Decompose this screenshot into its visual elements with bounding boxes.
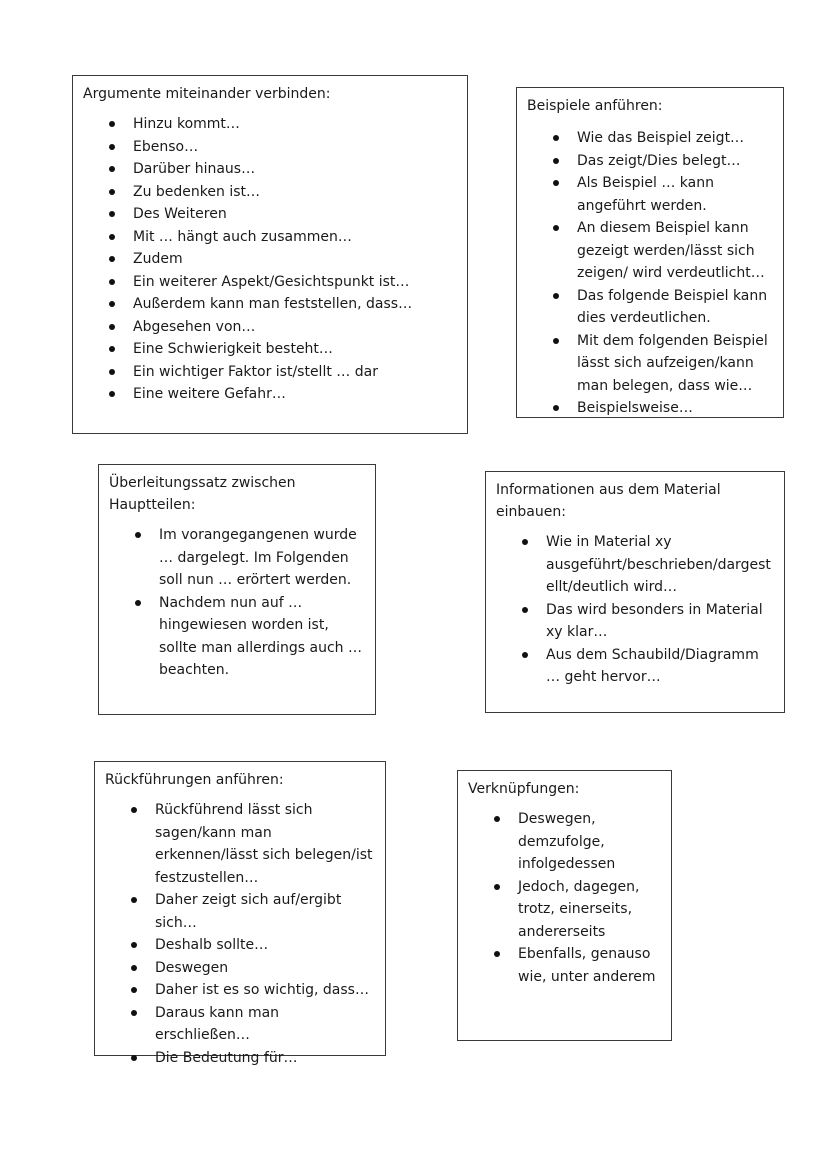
- phrase-list: [496, 531, 774, 689]
- list-item: Deswegen, demzufolge, infolgedessen: [492, 808, 661, 876]
- list-item: Deswegen: [129, 957, 375, 980]
- list-item: Eine weitere Gefahr…: [107, 383, 457, 406]
- box-verknuepfungen: [457, 770, 672, 1041]
- list-item: Als Beispiel … kann angeführt werden.: [551, 172, 773, 217]
- box-beispiele-anfuehren: [516, 87, 784, 418]
- box-title: Verknüpfungen:: [468, 781, 580, 797]
- list-item: Aus dem Schaubild/Diagramm … geht hervor…: [520, 644, 774, 689]
- list-item: Außerdem kann man feststellen, dass…: [107, 293, 457, 316]
- list-item: Daher zeigt sich auf/ergibt sich…: [129, 889, 375, 934]
- list-item: Daher ist es so wichtig, dass…: [129, 979, 375, 1002]
- box-rueckfuehrungen: [94, 761, 386, 1066]
- list-item: Mit … hängt auch zusammen…: [107, 226, 457, 249]
- phrase-list: [83, 113, 457, 406]
- box-title: Informationen aus dem Material einbauen:: [496, 482, 721, 520]
- list-item: Eine Schwierigkeit besteht…: [107, 338, 457, 361]
- list-item: Abgesehen von…: [107, 316, 457, 339]
- list-item: Nachdem nun auf … hingewiesen worden ist, sollte man allerdings auch … beachten.: [133, 592, 365, 682]
- list-item: Mit dem folgenden Beispiel lässt sich aufzeigen/kann man belegen, dass wie…: [551, 330, 773, 398]
- box-title: Argumente miteinander verbinden:: [83, 86, 331, 102]
- list-item: An diesem Beispiel kann gezeigt werden/lässt sich zeigen/ wird verdeutlicht…: [551, 217, 773, 285]
- box-title: Überleitungssatz zwischen Hauptteilen:: [109, 475, 296, 513]
- list-item: Ebenso…: [107, 136, 457, 159]
- list-item: Das wird besonders in Material xy klar…: [520, 599, 774, 644]
- box-argumente-verbinden: [72, 75, 468, 434]
- list-item: Daraus kann man erschließen…: [129, 1002, 375, 1047]
- phrase-list: [527, 127, 773, 420]
- list-item: Jedoch, dagegen, trotz, einerseits, andererseits: [492, 876, 661, 944]
- list-item: Darüber hinaus…: [107, 158, 457, 181]
- list-item: Zudem: [107, 248, 457, 271]
- list-item: Das folgende Beispiel kann dies verdeutlichen.: [551, 285, 773, 330]
- phrase-list: [109, 524, 365, 682]
- list-item: Hinzu kommt…: [107, 113, 457, 136]
- list-item: Zu bedenken ist…: [107, 181, 457, 204]
- list-item: Beispielsweise…: [551, 397, 773, 420]
- box-title: Rückführungen anführen:: [105, 772, 284, 788]
- box-title: Beispiele anführen:: [527, 98, 663, 114]
- list-item: Das zeigt/Dies belegt…: [551, 150, 773, 173]
- phrase-list: [105, 799, 375, 1069]
- list-item: Wie das Beispiel zeigt…: [551, 127, 773, 150]
- list-item: Die Bedeutung für…: [129, 1047, 375, 1070]
- list-item: Wie in Material xy ausgeführt/beschrieben/dargest ellt/deutlich wird…: [520, 531, 774, 599]
- list-item: Ein weiterer Aspekt/Gesichtspunkt ist…: [107, 271, 457, 294]
- list-item: Im vorangegangenen wurde … dargelegt. Im Folgenden soll nun … erörtert werden.: [133, 524, 365, 592]
- phrase-list: [468, 808, 661, 988]
- list-item: Ebenfalls, genauso wie, unter anderem: [492, 943, 661, 988]
- box-ueberleitungssatz: [98, 464, 376, 715]
- box-informationen-material: [485, 471, 785, 713]
- list-item: Deshalb sollte…: [129, 934, 375, 957]
- list-item: Rückführend lässt sich sagen/kann man erkennen/lässt sich belegen/ist festzustellen…: [129, 799, 375, 889]
- list-item: Des Weiteren: [107, 203, 457, 226]
- list-item: Ein wichtiger Faktor ist/stellt … dar: [107, 361, 457, 384]
